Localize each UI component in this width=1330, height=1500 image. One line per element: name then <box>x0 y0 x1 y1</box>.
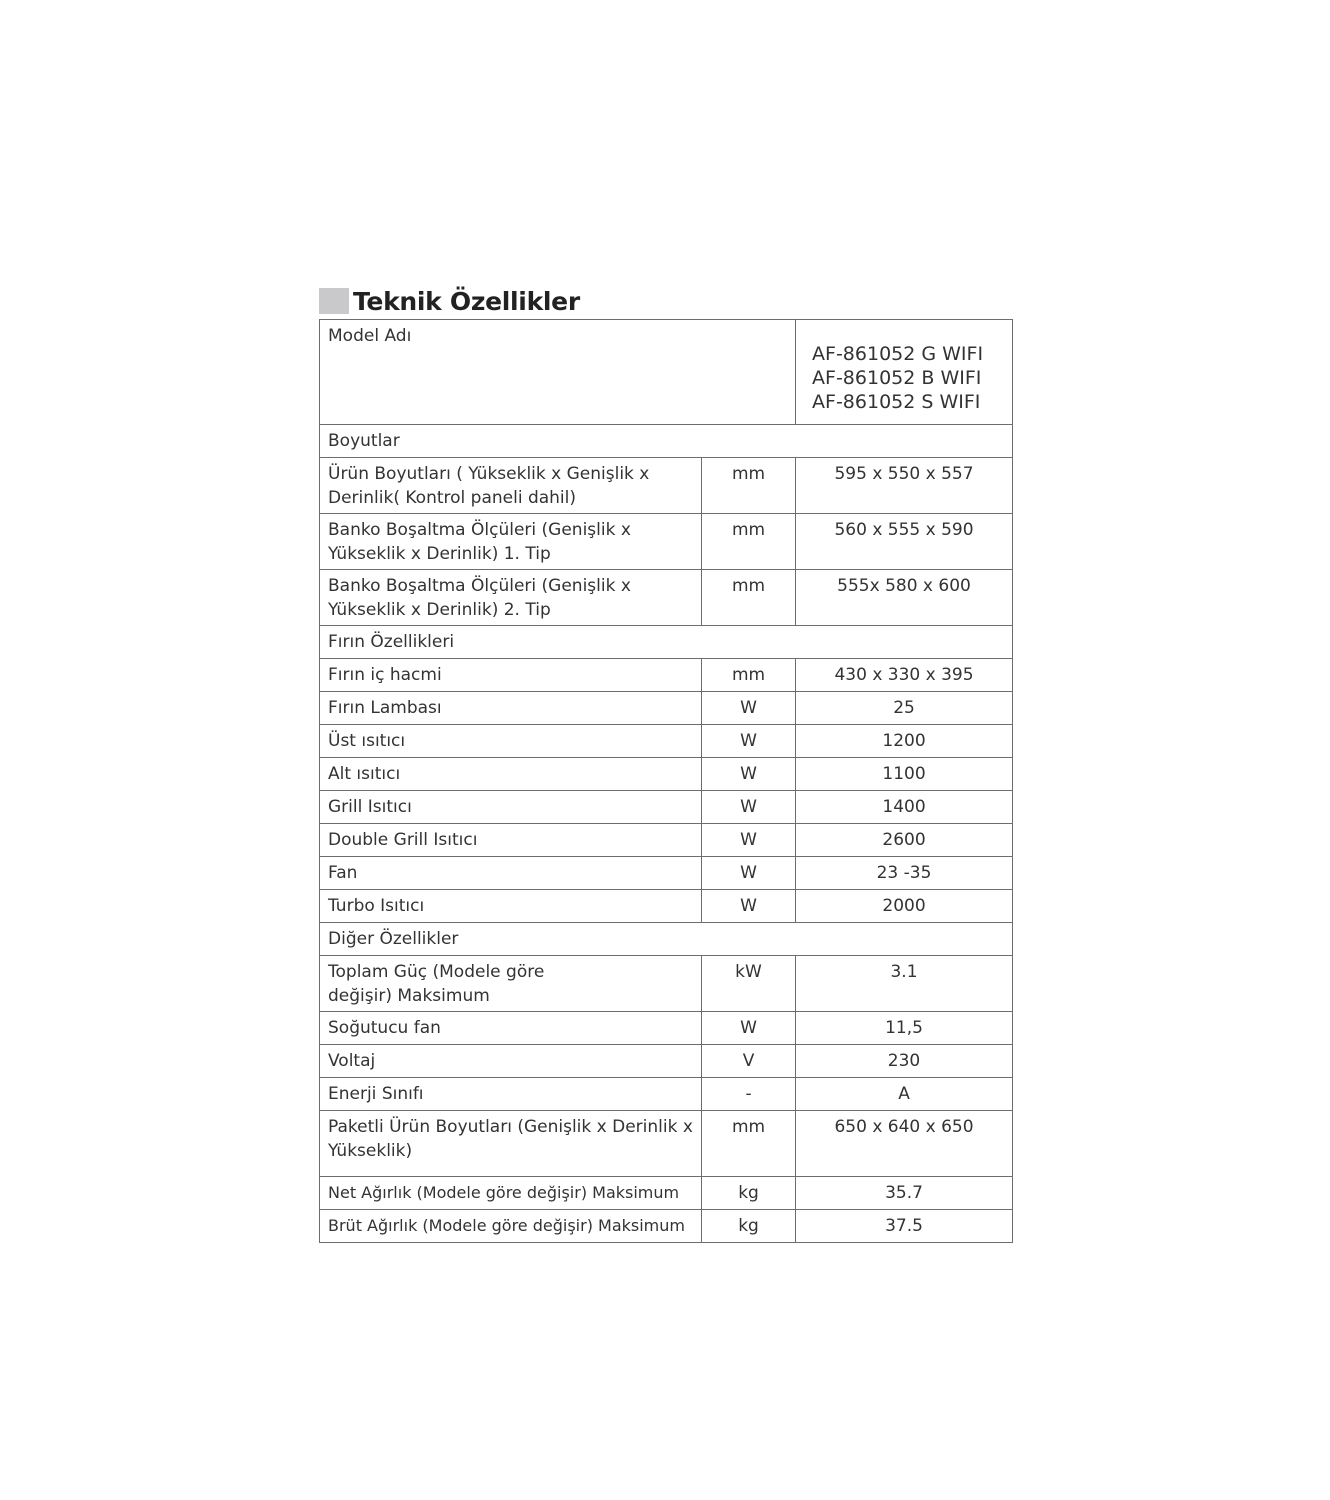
spec-unit: kg <box>702 1177 796 1210</box>
table-row <box>320 1078 1013 1111</box>
spec-name: Fırın Lambası <box>320 692 702 725</box>
table-row <box>320 791 1013 824</box>
spec-name: Grill Isıtıcı <box>320 791 702 824</box>
section-firin: Fırın Özellikleri <box>320 626 1013 659</box>
model-value: AF-861052 B WIFI <box>812 366 982 389</box>
spec-name: Fırın iç hacmi <box>320 659 702 692</box>
section-boyutlar: Boyutlar <box>320 425 1013 458</box>
table-row <box>320 1045 1013 1078</box>
spec-unit: W <box>702 1012 796 1045</box>
table-row <box>320 692 1013 725</box>
spec-value: 555x 580 x 600 <box>796 570 1013 626</box>
spec-unit: mm <box>702 514 796 570</box>
spec-value: 11,5 <box>796 1012 1013 1045</box>
table-row <box>320 758 1013 791</box>
spec-name: Voltaj <box>320 1045 702 1078</box>
spec-value: 2600 <box>796 824 1013 857</box>
section-row <box>320 923 1013 956</box>
spec-value: 1400 <box>796 791 1013 824</box>
spec-name: Soğutucu fan <box>320 1012 702 1045</box>
spec-unit: W <box>702 725 796 758</box>
model-value: AF-861052 S WIFI <box>812 390 981 413</box>
page-title: Teknik Özellikler <box>353 286 580 316</box>
spec-value: A <box>796 1078 1013 1111</box>
spec-name: Ürün Boyutları ( Yükseklik x Genişlik x Derinlik( Kontrol paneli dahil) <box>320 458 702 514</box>
spec-name: Alt ısıtıcı <box>320 758 702 791</box>
table-row <box>320 725 1013 758</box>
spec-heading <box>319 284 580 318</box>
spec-value: 595 x 550 x 557 <box>796 458 1013 514</box>
section-row <box>320 626 1013 659</box>
spec-table <box>319 319 1013 1243</box>
model-value: AF-861052 G WIFI <box>812 342 984 365</box>
spec-name: Net Ağırlık (Modele göre değişir) Maksimum <box>320 1177 702 1210</box>
spec-unit: kg <box>702 1210 796 1243</box>
spec-name: Paketli Ürün Boyutları (Genişlik x Derinlik x Yükseklik) <box>320 1111 702 1177</box>
section-diger: Diğer Özellikler <box>320 923 1013 956</box>
spec-name: Banko Boşaltma Ölçüleri (Genişlik x Yükseklik x Derinlik) 2. Tip <box>320 570 702 626</box>
spec-name: Toplam Güç (Modele göre değişir) Maksimum <box>320 956 702 1012</box>
spec-value: 1100 <box>796 758 1013 791</box>
spec-unit: mm <box>702 570 796 626</box>
table-row <box>320 1210 1013 1243</box>
table-row <box>320 857 1013 890</box>
spec-value: 35.7 <box>796 1177 1013 1210</box>
spec-value: 37.5 <box>796 1210 1013 1243</box>
heading-marker <box>319 288 349 314</box>
spec-name: Fan <box>320 857 702 890</box>
table-row <box>320 1177 1013 1210</box>
spec-name: Üst ısıtıcı <box>320 725 702 758</box>
model-values <box>796 320 1013 425</box>
spec-value: 25 <box>796 692 1013 725</box>
spec-name: Double Grill Isıtıcı <box>320 824 702 857</box>
model-row <box>320 320 1013 425</box>
table-row <box>320 824 1013 857</box>
table-row <box>320 956 1013 1012</box>
spec-value: 430 x 330 x 395 <box>796 659 1013 692</box>
table-row <box>320 458 1013 514</box>
spec-value: 1200 <box>796 725 1013 758</box>
spec-name: Enerji Sınıfı <box>320 1078 702 1111</box>
section-row <box>320 425 1013 458</box>
spec-unit: W <box>702 890 796 923</box>
spec-unit: W <box>702 692 796 725</box>
table-row <box>320 570 1013 626</box>
spec-unit: mm <box>702 458 796 514</box>
table-row <box>320 890 1013 923</box>
table-row <box>320 659 1013 692</box>
table-row <box>320 1111 1013 1177</box>
spec-value: 2000 <box>796 890 1013 923</box>
table-row <box>320 1012 1013 1045</box>
spec-unit: W <box>702 857 796 890</box>
spec-unit: kW <box>702 956 796 1012</box>
spec-name: Brüt Ağırlık (Modele göre değişir) Maksimum <box>320 1210 702 1243</box>
model-label: Model Adı <box>320 320 796 425</box>
spec-unit: mm <box>702 659 796 692</box>
spec-unit: W <box>702 824 796 857</box>
table-row <box>320 514 1013 570</box>
spec-name: Turbo Isıtıcı <box>320 890 702 923</box>
spec-value: 23 -35 <box>796 857 1013 890</box>
spec-value: 560 x 555 x 590 <box>796 514 1013 570</box>
spec-value: 230 <box>796 1045 1013 1078</box>
spec-name: Banko Boşaltma Ölçüleri (Genişlik x Yükseklik x Derinlik) 1. Tip <box>320 514 702 570</box>
spec-unit: W <box>702 791 796 824</box>
spec-unit: V <box>702 1045 796 1078</box>
spec-unit: - <box>702 1078 796 1111</box>
spec-unit: W <box>702 758 796 791</box>
spec-value: 3.1 <box>796 956 1013 1012</box>
spec-unit: mm <box>702 1111 796 1177</box>
spec-value: 650 x 640 x 650 <box>796 1111 1013 1177</box>
